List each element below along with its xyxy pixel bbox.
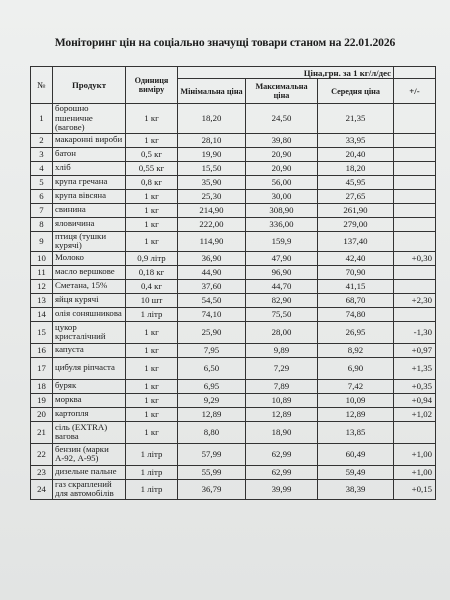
row-num: 2	[31, 133, 53, 147]
row-product: хліб	[53, 161, 126, 175]
row-min-price: 8,80	[178, 421, 246, 443]
header-price-group: Ціна,грн. за 1 кг/л/дес	[178, 67, 394, 79]
row-unit: 0,4 кг	[126, 279, 178, 293]
row-num: 1	[31, 104, 53, 134]
row-unit: 1 літр	[126, 479, 178, 499]
row-max-price: 9,89	[246, 343, 318, 357]
row-min-price: 12,89	[178, 407, 246, 421]
row-avg-price: 6,90	[318, 357, 394, 379]
row-avg-price: 7,42	[318, 379, 394, 393]
row-unit: 1 літр	[126, 443, 178, 465]
table-row	[31, 343, 436, 357]
row-avg-price: 45,95	[318, 175, 394, 189]
row-avg-price: 42,40	[318, 251, 394, 265]
table-row	[31, 217, 436, 231]
row-max-price: 96,90	[246, 265, 318, 279]
row-num: 24	[31, 479, 53, 499]
row-num: 12	[31, 279, 53, 293]
row-min-price: 222,00	[178, 217, 246, 231]
row-change	[394, 175, 436, 189]
row-max-price: 30,00	[246, 189, 318, 203]
row-num: 21	[31, 421, 53, 443]
table-row	[31, 357, 436, 379]
table-row	[31, 443, 436, 465]
row-product: картопля	[53, 407, 126, 421]
row-change	[394, 307, 436, 321]
row-num: 22	[31, 443, 53, 465]
table-row	[31, 421, 436, 443]
row-num: 19	[31, 393, 53, 407]
header-min: Мінімальна ціна	[178, 79, 246, 104]
table-row	[31, 147, 436, 161]
row-min-price: 36,79	[178, 479, 246, 499]
header-avg: Середня ціна	[318, 79, 394, 104]
row-max-price: 44,70	[246, 279, 318, 293]
row-num: 17	[31, 357, 53, 379]
row-change	[394, 133, 436, 147]
header-change: +/-	[394, 79, 436, 104]
row-change: +0,94	[394, 393, 436, 407]
row-avg-price: 33,95	[318, 133, 394, 147]
row-unit: 1 літр	[126, 465, 178, 479]
row-avg-price: 27,65	[318, 189, 394, 203]
row-num: 7	[31, 203, 53, 217]
row-product: капуста	[53, 343, 126, 357]
row-unit: 0,8 кг	[126, 175, 178, 189]
row-product: макаронні вироби	[53, 133, 126, 147]
row-unit: 1 кг	[126, 393, 178, 407]
row-max-price: 75,50	[246, 307, 318, 321]
row-unit: 1 кг	[126, 231, 178, 251]
row-change	[394, 279, 436, 293]
row-change: +1,00	[394, 465, 436, 479]
row-product: крупа гречана	[53, 175, 126, 189]
row-change	[394, 265, 436, 279]
row-num: 5	[31, 175, 53, 189]
row-avg-price: 261,90	[318, 203, 394, 217]
row-max-price: 10,89	[246, 393, 318, 407]
row-avg-price: 12,89	[318, 407, 394, 421]
row-min-price: 25,30	[178, 189, 246, 203]
row-min-price: 57,99	[178, 443, 246, 465]
row-avg-price: 20,40	[318, 147, 394, 161]
row-change: +0,35	[394, 379, 436, 393]
row-min-price: 74,10	[178, 307, 246, 321]
row-num: 10	[31, 251, 53, 265]
row-max-price: 39,99	[246, 479, 318, 499]
row-unit: 1 кг	[126, 421, 178, 443]
row-max-price: 18,90	[246, 421, 318, 443]
row-num: 11	[31, 265, 53, 279]
row-min-price: 36,90	[178, 251, 246, 265]
row-max-price: 82,90	[246, 293, 318, 307]
row-max-price: 62,99	[246, 465, 318, 479]
row-product: дизельне пальне	[53, 465, 126, 479]
row-num: 14	[31, 307, 53, 321]
row-min-price: 114,90	[178, 231, 246, 251]
row-product: олія соняшникова	[53, 307, 126, 321]
row-num: 3	[31, 147, 53, 161]
table-row	[31, 307, 436, 321]
table-row	[31, 189, 436, 203]
row-max-price: 308,90	[246, 203, 318, 217]
row-avg-price: 60,49	[318, 443, 394, 465]
row-unit: 1 кг	[126, 133, 178, 147]
row-max-price: 12,89	[246, 407, 318, 421]
row-min-price: 7,95	[178, 343, 246, 357]
row-num: 8	[31, 217, 53, 231]
row-product: батон	[53, 147, 126, 161]
table-header-row	[31, 67, 436, 79]
row-product: масло вершкове	[53, 265, 126, 279]
row-unit: 0,5 кг	[126, 147, 178, 161]
row-min-price: 214,90	[178, 203, 246, 217]
table-row	[31, 231, 436, 251]
row-product: яйця курячі	[53, 293, 126, 307]
row-product: газ скраплений для автомобілів	[53, 479, 126, 499]
row-change: +0,30	[394, 251, 436, 265]
row-max-price: 47,90	[246, 251, 318, 265]
row-change	[394, 421, 436, 443]
row-avg-price: 21,35	[318, 104, 394, 134]
row-change: +1,35	[394, 357, 436, 379]
row-unit: 1 кг	[126, 321, 178, 343]
table-row	[31, 203, 436, 217]
row-avg-price: 68,70	[318, 293, 394, 307]
document-title: Моніторинг цін на соціально значущі товари станом на 22.01.2026	[54, 36, 396, 49]
header-blank	[394, 67, 436, 79]
row-avg-price: 38,39	[318, 479, 394, 499]
row-max-price: 28,00	[246, 321, 318, 343]
row-change: +0,97	[394, 343, 436, 357]
row-unit: 1 кг	[126, 217, 178, 231]
row-min-price: 28,10	[178, 133, 246, 147]
row-min-price: 55,99	[178, 465, 246, 479]
row-unit: 1 кг	[126, 407, 178, 421]
row-unit: 1 кг	[126, 379, 178, 393]
row-max-price: 39,80	[246, 133, 318, 147]
row-min-price: 19,90	[178, 147, 246, 161]
row-unit: 1 літр	[126, 307, 178, 321]
row-avg-price: 8,92	[318, 343, 394, 357]
row-avg-price: 26,95	[318, 321, 394, 343]
header-num: №	[31, 67, 53, 104]
table-row	[31, 293, 436, 307]
row-change: +1,00	[394, 443, 436, 465]
row-unit: 1 кг	[126, 357, 178, 379]
row-max-price: 62,99	[246, 443, 318, 465]
row-product: цибуля ріпчаста	[53, 357, 126, 379]
row-max-price: 56,00	[246, 175, 318, 189]
row-num: 18	[31, 379, 53, 393]
table-row	[31, 161, 436, 175]
row-avg-price: 137,40	[318, 231, 394, 251]
header-max: Максимальна ціна	[246, 79, 318, 104]
row-avg-price: 74,80	[318, 307, 394, 321]
row-product: Сметана, 15%	[53, 279, 126, 293]
row-product: птиця (тушки курячі)	[53, 231, 126, 251]
row-min-price: 25,90	[178, 321, 246, 343]
row-avg-price: 18,20	[318, 161, 394, 175]
row-min-price: 35,90	[178, 175, 246, 189]
table-row	[31, 265, 436, 279]
row-num: 23	[31, 465, 53, 479]
row-num: 13	[31, 293, 53, 307]
row-min-price: 44,90	[178, 265, 246, 279]
row-change	[394, 104, 436, 134]
row-change	[394, 217, 436, 231]
row-product: цукор кристалічний	[53, 321, 126, 343]
row-change: +2,30	[394, 293, 436, 307]
header-unit: Одиниця виміру	[126, 67, 178, 104]
row-change	[394, 231, 436, 251]
row-product: Молоко	[53, 251, 126, 265]
row-product: морква	[53, 393, 126, 407]
row-max-price: 24,50	[246, 104, 318, 134]
row-unit: 1 кг	[126, 104, 178, 134]
row-min-price: 6,50	[178, 357, 246, 379]
table-row	[31, 379, 436, 393]
row-product: яловичина	[53, 217, 126, 231]
row-min-price: 18,20	[178, 104, 246, 134]
table-row	[31, 407, 436, 421]
table-row	[31, 479, 436, 499]
row-product: сіль (EXTRA) вагова	[53, 421, 126, 443]
row-unit: 1 кг	[126, 203, 178, 217]
row-num: 20	[31, 407, 53, 421]
row-unit: 1 кг	[126, 343, 178, 357]
row-max-price: 336,00	[246, 217, 318, 231]
row-avg-price: 59,49	[318, 465, 394, 479]
row-avg-price: 13,85	[318, 421, 394, 443]
row-product: борошно пшеничне (вагове)	[53, 104, 126, 134]
row-max-price: 7,29	[246, 357, 318, 379]
table-row	[31, 465, 436, 479]
row-min-price: 54,50	[178, 293, 246, 307]
table-row	[31, 251, 436, 265]
row-change: -1,30	[394, 321, 436, 343]
row-unit: 0,18 кг	[126, 265, 178, 279]
row-change	[394, 161, 436, 175]
row-max-price: 7,89	[246, 379, 318, 393]
row-max-price: 20,90	[246, 147, 318, 161]
table-row	[31, 393, 436, 407]
row-num: 16	[31, 343, 53, 357]
table-row	[31, 321, 436, 343]
row-product: бензин (марки А-92, А-95)	[53, 443, 126, 465]
row-num: 9	[31, 231, 53, 251]
row-num: 6	[31, 189, 53, 203]
row-change	[394, 203, 436, 217]
row-min-price: 37,60	[178, 279, 246, 293]
row-unit: 10 шт	[126, 293, 178, 307]
row-avg-price: 70,90	[318, 265, 394, 279]
row-product: буряк	[53, 379, 126, 393]
row-change	[394, 147, 436, 161]
price-table	[30, 66, 436, 500]
header-product: Продукт	[53, 67, 126, 104]
row-avg-price: 279,00	[318, 217, 394, 231]
row-unit: 0,9 літр	[126, 251, 178, 265]
row-unit: 0,55 кг	[126, 161, 178, 175]
row-unit: 1 кг	[126, 189, 178, 203]
row-avg-price: 41,15	[318, 279, 394, 293]
row-num: 15	[31, 321, 53, 343]
table-row	[31, 104, 436, 134]
table-row	[31, 175, 436, 189]
table-row	[31, 279, 436, 293]
row-change	[394, 189, 436, 203]
row-min-price: 9,29	[178, 393, 246, 407]
row-product: крупа вівсяна	[53, 189, 126, 203]
row-max-price: 159,9	[246, 231, 318, 251]
row-min-price: 15,50	[178, 161, 246, 175]
row-change: +1,02	[394, 407, 436, 421]
table-row	[31, 133, 436, 147]
row-max-price: 20,90	[246, 161, 318, 175]
row-change: +0,15	[394, 479, 436, 499]
row-min-price: 6,95	[178, 379, 246, 393]
row-avg-price: 10,09	[318, 393, 394, 407]
row-num: 4	[31, 161, 53, 175]
row-product: свинина	[53, 203, 126, 217]
